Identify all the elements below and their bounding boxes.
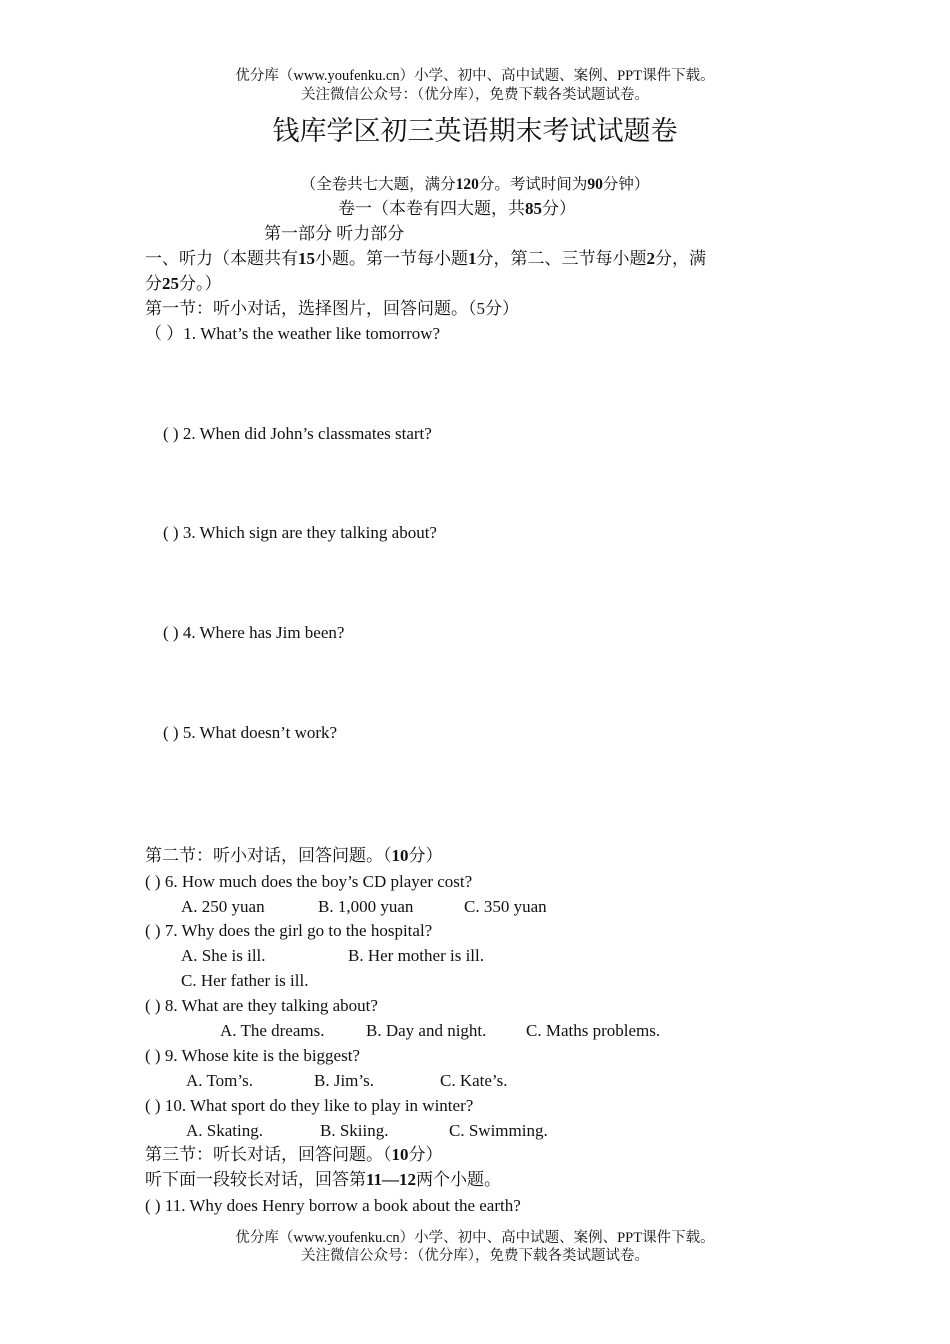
section-three-instr-b: 两个小题。 — [416, 1170, 502, 1189]
q9-option-b: B. Jim’s. — [314, 1071, 374, 1090]
listening-point-2: 2 — [646, 249, 655, 268]
section-three-b: 分） — [408, 1145, 443, 1164]
q7-option-b: B. Her mother is ill. — [348, 946, 484, 965]
volume-b: 分） — [542, 199, 576, 218]
listening-f: 分。） — [179, 274, 222, 293]
question-6: ( ) 6. How much does the boy’s CD player cost? — [145, 872, 473, 891]
section-three-instr-a: 听下面一段较长对话，回答第 — [145, 1170, 366, 1189]
question-2: ( ) 2. When did John’s classmates start? — [163, 424, 432, 443]
exam-total-score: 120 — [455, 176, 479, 193]
q10-option-b: B. Skiing. — [320, 1121, 389, 1140]
q6-option-a: A. 250 yuan — [181, 897, 265, 916]
section-three-score: 10 — [391, 1145, 409, 1164]
listening-instruction-line-1 — [145, 248, 706, 270]
section-two-score: 10 — [391, 846, 409, 865]
question-1: （ ）1. What’s the weather like tomorrow? — [145, 324, 441, 343]
listening-count: 15 — [298, 249, 315, 268]
q7-option-c: C. Her father is ill. — [181, 971, 309, 990]
page-footer-line-2: 关注微信公众号：（优分库），免费下载各类试题试卷。 — [301, 1248, 649, 1264]
section-two-a: 第二节：听小对话，回答问题。（ — [145, 846, 392, 865]
section-three-instruction — [145, 1169, 501, 1191]
listening-instruction-line-2 — [145, 273, 222, 295]
listening-c: 分，第二、三节每小题 — [476, 249, 647, 268]
listening-a: 一、听力（本题共有 — [145, 249, 298, 268]
listening-point-1: 1 — [468, 249, 477, 268]
section-three-range: 11—12 — [366, 1170, 417, 1189]
exam-info-b: 分。考试时间为 — [478, 176, 588, 193]
q7-option-a: A. She is ill. — [181, 946, 266, 965]
page-footer-line-1: 优分库（www.youfenku.cn）小学、初中、高中试题、案例、PPT课件下载。 — [235, 1230, 715, 1246]
volume-a: 卷一（本卷有四大题，共 — [338, 199, 525, 218]
q8-option-c: C. Maths problems. — [526, 1021, 661, 1040]
q9-option-a: A. Tom’s. — [186, 1071, 253, 1090]
q8-option-b: B. Day and night. — [366, 1021, 487, 1040]
exam-info-a: （全卷共七大题，满分 — [300, 176, 456, 193]
page-header-line-1: 优分库（www.youfenku.cn）小学、初中、高中试题、案例、PPT课件下载。 — [235, 68, 715, 84]
page-header-line-2: 关注微信公众号：（优分库），免费下载各类试题试卷。 — [301, 87, 649, 103]
q6-option-b: B. 1,000 yuan — [318, 897, 414, 916]
question-9: ( ) 9. Whose kite is the biggest? — [145, 1046, 360, 1065]
section-three-heading — [145, 1144, 443, 1166]
exam-title: 钱库学区初三英语期末考试试题卷 — [272, 116, 678, 146]
question-7: ( ) 7. Why does the girl go to the hospital? — [145, 921, 433, 940]
question-4: ( ) 4. Where has Jim been? — [163, 623, 345, 642]
exam-info — [0, 174, 950, 196]
question-3: ( ) 3. Which sign are they talking about? — [163, 523, 437, 542]
section-two-heading — [145, 845, 443, 867]
listening-total: 25 — [162, 274, 179, 293]
q10-option-c: C. Swimming. — [449, 1121, 548, 1140]
question-5: ( ) 5. What doesn’t work? — [163, 723, 338, 742]
listening-b: 小题。第一节每小题 — [315, 249, 468, 268]
exam-info-c: 分钟） — [602, 176, 650, 193]
question-8: ( ) 8. What are they talking about? — [145, 996, 378, 1015]
q10-option-a: A. Skating. — [186, 1121, 263, 1140]
exam-time: 90 — [587, 176, 603, 193]
question-11: ( ) 11. Why does Henry borrow a book about the earth? — [145, 1196, 521, 1215]
volume-score: 85 — [525, 199, 542, 218]
listening-e: 分 — [145, 274, 162, 293]
listening-d: 分，满 — [655, 249, 706, 268]
section-two-b: 分） — [408, 846, 443, 865]
q9-option-c: C. Kate’s. — [440, 1071, 508, 1090]
section-three-a: 第三节：听长对话，回答问题。（ — [145, 1145, 392, 1164]
q6-option-c: C. 350 yuan — [464, 897, 547, 916]
part-one-heading: 第一部分 听力部分 — [264, 224, 405, 243]
question-10: ( ) 10. What sport do they like to play in winter? — [145, 1096, 474, 1115]
section-one-heading: 第一节：听小对话，选择图片，回答问题。（5分） — [145, 299, 519, 318]
volume-one-heading — [338, 198, 576, 220]
q8-option-a: A. The dreams. — [220, 1021, 325, 1040]
